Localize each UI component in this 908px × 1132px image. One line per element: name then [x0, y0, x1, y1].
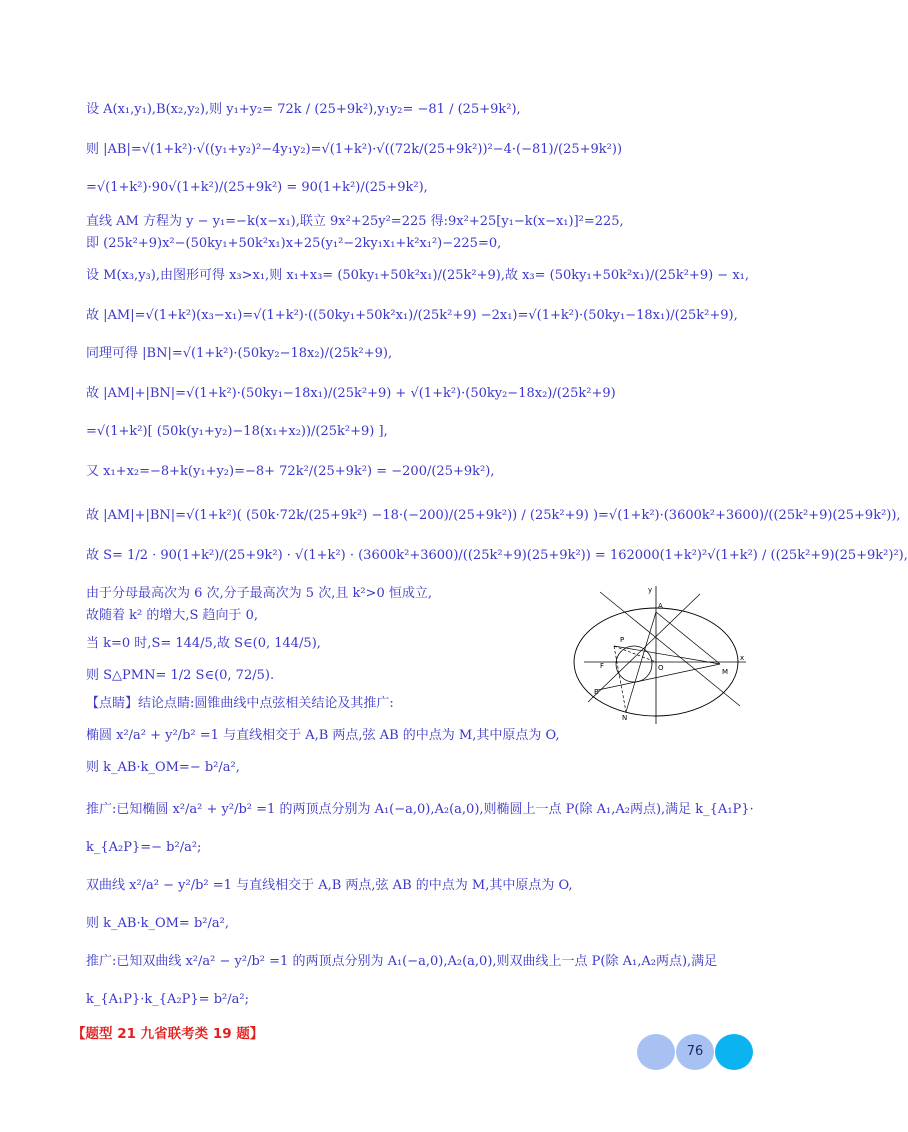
- label-x: x: [740, 654, 745, 662]
- text-line: 故随着 k² 的增大,S 趋向于 0,: [86, 608, 259, 623]
- label-y: y: [648, 586, 653, 594]
- text-line: 当 k=0 时,S= 144/5,故 S∈(0, 144/5),: [86, 636, 321, 651]
- label-f: F: [600, 662, 605, 670]
- page-number: 76: [686, 1044, 704, 1059]
- text-line: 则 S△PMN= 1/2 S∈(0, 72/5).: [86, 668, 275, 683]
- text-line: 即 (25k²+9)x²−(50ky₁+50k²x₁)x+25(y₁²−2ky₁x₁+k²x₁²)−225=0,: [86, 236, 502, 251]
- label-p: P: [620, 636, 625, 644]
- text-line: k_{A₁P}·k_{A₂P}= b²/a²;: [86, 992, 249, 1007]
- text-line: 设 M(x₃,y₃),由图形可得 x₃>x₁,则 x₁+x₃= (50ky₁+50k²x₁)/(25k²+9),故 x₃= (50ky₁+50k²x₁)/(25k²+9) − x₁,: [86, 268, 750, 283]
- section-heading: 【题型 21 九省联考类 19 题】: [72, 1026, 264, 1042]
- text-line: 椭圆 x²/a² + y²/b² =1 与直线相交于 A,B 两点,弦 AB 的中点为 M,其中原点为 O,: [86, 728, 560, 743]
- badge-circle: [715, 1034, 753, 1070]
- text-line: 故 S= 1/2 · 90(1+k²)/(25+9k²) · √(1+k²) · (3600k²+3600)/((25k²+9)(25+9k²)) = 162000(1+k²)²√(1+k²) / ((25k²+9)(25+9k²)²),: [86, 548, 908, 563]
- label-m: M: [722, 668, 729, 676]
- ellipse-figure: [580, 584, 752, 726]
- text-line: k_{A₂P}=− b²/a²;: [86, 840, 202, 855]
- hint-heading: 【点睛】结论点睛:圆锥曲线中点弦相关结论及其推广:: [86, 696, 394, 711]
- text-line: 由于分母最高次为 6 次,分子最高次为 5 次,且 k²>0 恒成立,: [86, 586, 432, 601]
- text-line: 则 |AB|=√(1+k²)·√((y₁+y₂)²−4y₁y₂)=√(1+k²)·√((72k/(25+9k²))²−4·(−81)/(25+9k²)): [86, 142, 623, 157]
- text-line: =√(1+k²)[ (50k(y₁+y₂)−18(x₁+x₂))/(25k²+9) ],: [86, 424, 388, 439]
- text-line: 设 A(x₁,y₁),B(x₂,y₂),则 y₁+y₂= 72k / (25+9k²),y₁y₂= −81 / (25+9k²),: [86, 102, 521, 117]
- text-line: 故 |AM|=√(1+k²)(x₃−x₁)=√(1+k²)·((50ky₁+50k²x₁)/(25k²+9) −2x₁)=√(1+k²)·(50ky₁−18x₁)/(25k²+9),: [86, 308, 738, 323]
- badge-circle: [637, 1034, 675, 1070]
- page-number-badge: [637, 1034, 753, 1070]
- text-line: 故 |AM|+|BN|=√(1+k²)( (50k·72k/(25+9k²) −18·(−200)/(25+9k²)) / (25k²+9) )=√(1+k²)·(3600k²+3600)/((25k²+9)(25+9k²)),: [86, 508, 901, 523]
- label-a: A: [658, 602, 663, 610]
- text-line: 故 |AM|+|BN|=√(1+k²)·(50ky₁−18x₁)/(25k²+9) + √(1+k²)·(50ky₂−18x₂)/(25k²+9): [86, 386, 616, 401]
- text-line: =√(1+k²)·90√(1+k²)/(25+9k²) = 90(1+k²)/(25+9k²),: [86, 180, 428, 195]
- text-line: 推广:已知双曲线 x²/a² − y²/b² =1 的两顶点分别为 A₁(−a,0),A₂(a,0),则双曲线上一点 P(除 A₁,A₂两点),满足: [86, 954, 718, 969]
- text-line: 则 k_AB·k_OM= b²/a²,: [86, 916, 229, 931]
- label-n: N: [622, 714, 628, 722]
- text-line: 推广:已知椭圆 x²/a² + y²/b² =1 的两顶点分别为 A₁(−a,0),A₂(a,0),则椭圆上一点 P(除 A₁,A₂两点),满足 k_{A₁P}·: [86, 802, 754, 817]
- label-b: B: [594, 688, 599, 696]
- label-o: O: [658, 664, 664, 672]
- text-line: 则 k_AB·k_OM=− b²/a²,: [86, 760, 240, 775]
- text-line: 又 x₁+x₂=−8+k(y₁+y₂)=−8+ 72k²/(25+9k²) = −200/(25+9k²),: [86, 464, 495, 479]
- text-line: 双曲线 x²/a² − y²/b² =1 与直线相交于 A,B 两点,弦 AB 的中点为 M,其中原点为 O,: [86, 878, 573, 893]
- text-line: 同理可得 |BN|=√(1+k²)·(50ky₂−18x₂)/(25k²+9),: [86, 346, 393, 361]
- text-line: 直线 AM 方程为 y − y₁=−k(x−x₁),联立 9x²+25y²=225 得:9x²+25[y₁−k(x−x₁)]²=225,: [86, 214, 624, 229]
